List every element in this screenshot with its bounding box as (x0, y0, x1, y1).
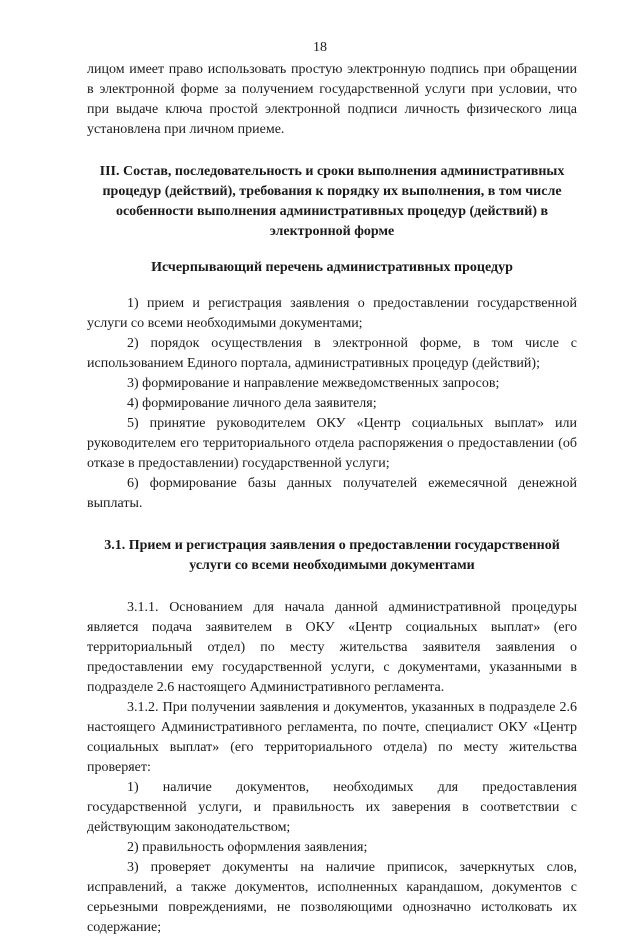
page-number: 18 (313, 40, 327, 55)
page-content (87, 60, 577, 938)
check-list (87, 778, 577, 938)
procedure-item: 6) формирование базы данных получателей ежемесячной денежной выплаты. (87, 476, 577, 511)
intro-paragraph: лицом имеет право использовать простую электронную подпись при обращении в электронной форме за получением государственной услуги при условии, что при выдаче ключа простой электронной подписи личность физического лица установлена при личном приеме. (87, 62, 577, 137)
paragraph-3-1-1: 3.1.1. Основанием для начала данной административной процедуры является подача заявителем в ОКУ «Центр социальных выплат» (его территориальный отдел) по месту жительства заявителя заявления о предоставлении ему государственной услуги, с документами, указанными в подразделе 2.6 настоящего Административного регламента. (87, 600, 577, 695)
procedure-list (87, 294, 577, 514)
procedure-item: 1) прием и регистрация заявления о предоставлении государственной услуги со всеми необходимыми документами; (87, 296, 577, 331)
procedure-item: 4) формирование личного дела заявителя; (127, 396, 377, 411)
check-item: 2) правильность оформления заявления; (127, 840, 368, 855)
procedure-item: 2) порядок осуществления в электронной форме, в том числе с использованием Единого портала, административных процедур (действий); (87, 336, 577, 371)
subsection-title: 3.1. Прием и регистрация заявления о предоставлении государственной услуги со всеми необходимыми документами (104, 538, 560, 573)
paragraph-3-1-2: 3.1.2. При получении заявления и документов, указанных в подразделе 2.6 настоящего Административного регламента, по почте, специалист ОКУ «Центр социальных выплат» (его территориального отдела) по месту жительства проверяет: (87, 700, 577, 775)
procedure-item: 3) формирование и направление межведомственных запросов; (127, 376, 500, 391)
section-title: III. Состав, последовательность и сроки выполнения административных процедур (действий), требования к порядку их выполнения, в том числе особенности выполнения административных процедур (действий) в электронной форме (99, 164, 565, 239)
list-title: Исчерпывающий перечень административных процедур (151, 260, 513, 275)
check-item: 3) проверяет документы на наличие приписок, зачеркнутых слов, исправлений, а также документов, исполненных карандашом, документов с серьезными повреждениями, не позволяющими однозначно истолковать их содержание; (87, 860, 577, 935)
procedure-item: 5) принятие руководителем ОКУ «Центр социальных выплат» или руководителем его территориального отдела распоряжения о предоставлении (об отказе в предоставлении) государственной услуги; (87, 416, 577, 471)
check-item: 1) наличие документов, необходимых для предоставления государственной услуги, и правильность их заверения в соответствии с действующим законодательством; (87, 780, 577, 835)
